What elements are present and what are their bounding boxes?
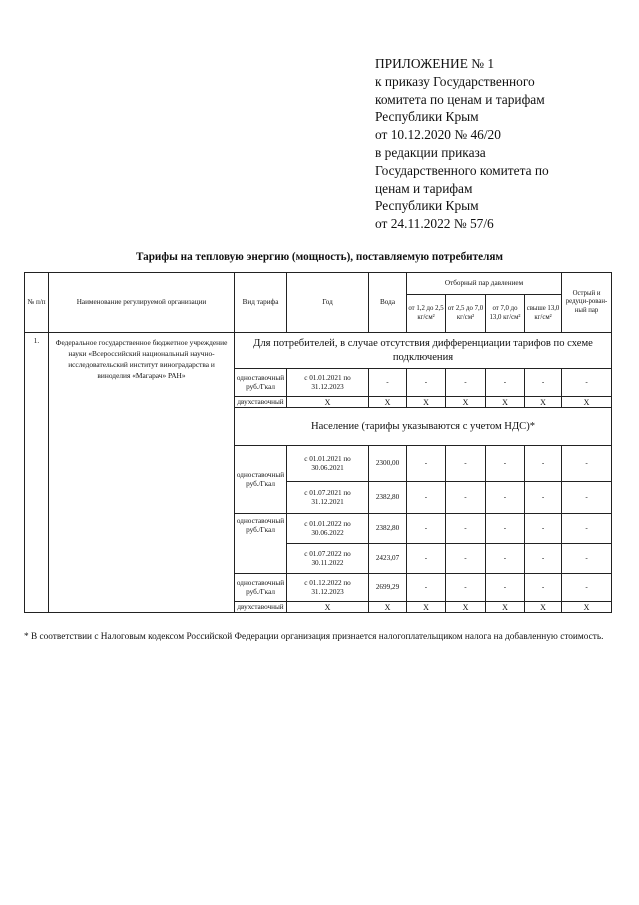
appendix-line: Государственного комитета по xyxy=(375,162,549,178)
appendix-block xyxy=(375,55,615,233)
value-cell: X xyxy=(407,397,446,408)
value-cell: X xyxy=(525,397,562,408)
value-cell: X xyxy=(525,602,562,613)
appendix-line: комитета по ценам и тарифам xyxy=(375,91,545,107)
value-cell: - xyxy=(486,446,525,482)
value-cell: X xyxy=(562,602,612,613)
value-cell: - xyxy=(525,514,562,544)
water-value-cell: 2300,00 xyxy=(369,446,407,482)
header-year: Год xyxy=(287,273,369,333)
header-steam-1: от 1,2 до 2,5 кг/см² xyxy=(407,295,446,333)
period-cell: с 01.01.2021 по 31.12.2023 xyxy=(287,369,369,397)
water-value-cell: 2382,80 xyxy=(369,482,407,514)
footnote: * В соответствии с Налоговым кодексом Российской Федерации организация признается налогоплательщиком налога на добавленную стоимость. xyxy=(24,632,604,642)
header-steam-4: свыше 13,0 кг/см² xyxy=(525,295,562,333)
value-cell: - xyxy=(407,574,446,602)
appendix-line: Республики Крым xyxy=(375,198,479,214)
appendix-line: ценам и тарифам xyxy=(375,180,473,196)
period-cell: с 01.01.2022 по 30.06.2022 xyxy=(287,514,369,544)
row-number: 1. xyxy=(25,333,49,613)
section-heading-population: Население (тарифы указываются с учетом НДС)* xyxy=(235,408,612,446)
header-tariff-type: Вид тарифа xyxy=(235,273,287,333)
value-cell: - xyxy=(446,482,486,514)
appendix-line: Республики Крым xyxy=(375,109,479,125)
value-cell: X xyxy=(446,602,486,613)
header-org: Наименование регулируемой организации xyxy=(49,273,235,333)
water-value-cell: 2382,80 xyxy=(369,514,407,544)
value-cell: - xyxy=(525,544,562,574)
value-cell: - xyxy=(486,482,525,514)
value-cell: - xyxy=(562,482,612,514)
value-cell: X xyxy=(287,602,369,613)
value-cell: - xyxy=(407,369,446,397)
value-cell: - xyxy=(562,574,612,602)
value-cell: - xyxy=(486,544,525,574)
tariff-type-cell: одноставочный руб./Гкал xyxy=(235,369,287,397)
value-cell: X xyxy=(486,397,525,408)
header-steam-group: Отборный пар давлением xyxy=(407,273,562,295)
header-num: № п/п xyxy=(25,273,49,333)
header-steam-2: от 2,5 до 7,0 кг/см² xyxy=(446,295,486,333)
organization-name: Федеральное государственное бюджетное учреждение науки «Всероссийский национальный научно-исследовательский институт виноградарства и виноделия «Магарач» РАН» xyxy=(49,333,235,613)
header-sharp-steam: Острый и редуци-рован-ный пар xyxy=(562,273,612,333)
value-cell: X xyxy=(287,397,369,408)
appendix-line: от 24.11.2022 № 57/6 xyxy=(375,216,494,232)
appendix-line: в редакции приказа xyxy=(375,144,486,160)
section-heading-consumers: Для потребителей, в случае отсутствия дифференциации тарифов по схеме подключения xyxy=(235,333,612,369)
value-cell: - xyxy=(525,369,562,397)
value-cell: X xyxy=(446,397,486,408)
value-cell: - xyxy=(525,446,562,482)
value-cell: - xyxy=(486,369,525,397)
value-cell: - xyxy=(407,514,446,544)
document-title: Тарифы на тепловую энергию (мощность), поставляемую потребителям xyxy=(135,251,504,263)
value-cell: - xyxy=(446,544,486,574)
period-cell: с 01.07.2021 по 31.12.2021 xyxy=(287,482,369,514)
value-cell: - xyxy=(407,446,446,482)
water-value-cell: 2423,07 xyxy=(369,544,407,574)
value-cell: - xyxy=(407,482,446,514)
header-steam-3: от 7,0 до 13,0 кг/см² xyxy=(486,295,525,333)
value-cell: X xyxy=(407,602,446,613)
appendix-line: к приказу Государственного xyxy=(375,73,535,89)
appendix-line: ПРИЛОЖЕНИЕ № 1 xyxy=(375,56,495,71)
value-cell: - xyxy=(562,544,612,574)
tariff-type-cell: одноставочный руб./Гкал xyxy=(235,446,287,514)
value-cell: X xyxy=(369,602,407,613)
water-value-cell: 2699,29 xyxy=(369,574,407,602)
value-cell: - xyxy=(369,369,407,397)
value-cell: - xyxy=(486,514,525,544)
value-cell: X xyxy=(486,602,525,613)
value-cell: - xyxy=(562,514,612,544)
tariff-type-cell: одноставочный руб./Гкал xyxy=(235,574,287,602)
value-cell: - xyxy=(446,574,486,602)
period-cell: с 01.07.2022 по 30.11.2022 xyxy=(287,544,369,574)
value-cell: - xyxy=(525,574,562,602)
value-cell: X xyxy=(562,397,612,408)
tariff-type-cell: двухставочный xyxy=(235,602,287,613)
tariff-type-cell: двухставочный xyxy=(235,397,287,408)
value-cell: - xyxy=(562,369,612,397)
value-cell: - xyxy=(407,544,446,574)
value-cell: - xyxy=(446,514,486,544)
period-cell: с 01.01.2021 по 30.06.2021 xyxy=(287,446,369,482)
value-cell: - xyxy=(562,446,612,482)
value-cell: - xyxy=(446,446,486,482)
value-cell: - xyxy=(525,482,562,514)
value-cell: - xyxy=(446,369,486,397)
appendix-line: от 10.12.2020 № 46/20 xyxy=(375,127,501,143)
value-cell: - xyxy=(486,574,525,602)
header-water: Вода xyxy=(369,273,407,333)
tariff-type-cell: одноставочный руб./Гкал xyxy=(235,514,287,574)
tariff-table xyxy=(24,272,612,613)
period-cell: с 01.12.2022 по 31.12.2023 xyxy=(287,574,369,602)
value-cell: X xyxy=(369,397,407,408)
